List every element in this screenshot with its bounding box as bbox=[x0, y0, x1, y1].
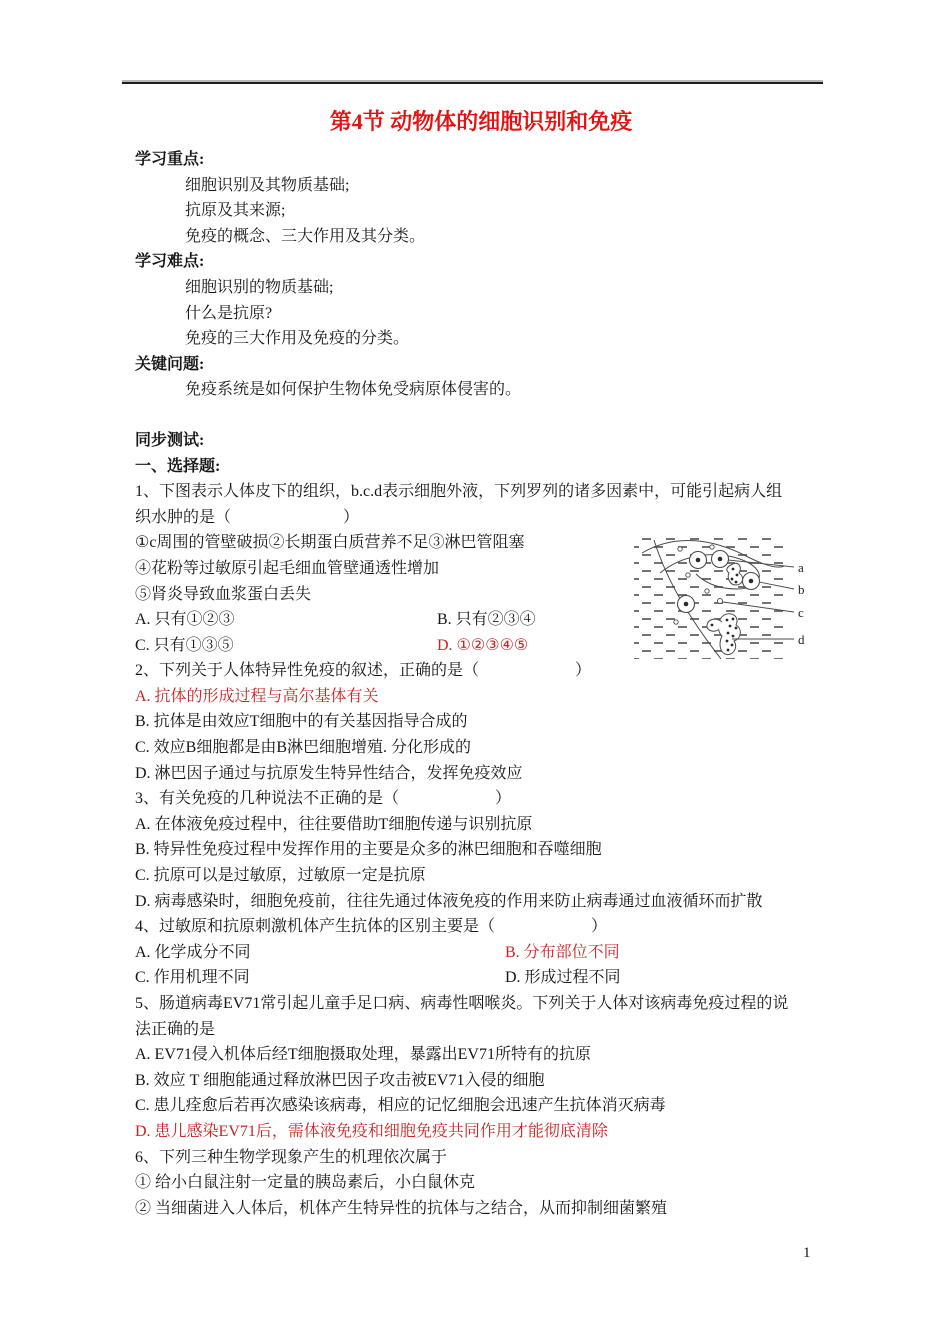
q1-factor: ⑤肾炎导致血浆蛋白丢失 bbox=[135, 585, 312, 603]
spacer bbox=[135, 403, 827, 428]
q3-option-b: B. 特异性免疫过程中发挥作用的主要是众多的淋巴细胞和吞噬细胞 bbox=[135, 841, 602, 859]
q1-option-c: C. 只有①③⑤ bbox=[135, 636, 234, 654]
focus-heading: 学习重点: bbox=[135, 151, 205, 168]
q1-option-b: B. 只有②③④ bbox=[437, 611, 536, 629]
tissue-diagram bbox=[628, 527, 833, 663]
document-body bbox=[135, 106, 827, 1221]
diagram-label-d: d bbox=[798, 632, 805, 647]
quiz-section-heading: 一、选择题: bbox=[135, 457, 221, 475]
q3-option-a: A. 在体液免疫过程中，往往要借助T细胞传递与识别抗原 bbox=[135, 815, 533, 833]
key-question-item: 免疫系统是如何保护生物体免受病原体侵害的。 bbox=[185, 381, 522, 399]
quiz-heading: 同步测试: bbox=[135, 431, 205, 449]
q2-option-d: D. 淋巴因子通过与抗原发生特异性结合，发挥免疫效应 bbox=[135, 764, 523, 782]
q5-stem-line1: 5、肠道病毒EV71常引起儿童手足口病、病毒性咽喉炎。下列关于人体对该病毒免疫过程的说 bbox=[135, 995, 789, 1012]
q2-stem: 2、下列关于人体特异性免疫的叙述，正确的是（ ） bbox=[135, 662, 592, 680]
q1-stem-line1: 1、下图表示人体皮下的组织，b.c.d表示细胞外液，下列罗列的诸多因素中，可能引起病人组 bbox=[135, 483, 783, 501]
diagram-labels bbox=[798, 560, 805, 647]
q6-item: ② 当细菌进入人体后，机体产生特异性的抗体与之结合，从而抑制细菌繁殖 bbox=[135, 1199, 668, 1217]
diagram-label-a: a bbox=[798, 560, 804, 575]
q3-stem: 3、有关免疫的几种说法不正确的是（ ） bbox=[135, 790, 512, 808]
difficulty-item: 细胞识别的物质基础; bbox=[185, 278, 334, 296]
q2-option-a-answer: A. 抗体的形成过程与高尔基体有关 bbox=[135, 687, 379, 705]
q1-option-a: A. 只有①②③ bbox=[135, 611, 235, 629]
difficulty-heading: 学习难点: bbox=[135, 253, 205, 271]
diagram-label-c: c bbox=[798, 605, 804, 620]
q5-option-a: A. EV71侵入机体后经T细胞摄取处理，暴露出EV71所特有的抗原 bbox=[135, 1046, 591, 1064]
q4-option-row bbox=[135, 940, 827, 966]
page-title: 第4节 动物体的细胞识别和免疫 bbox=[329, 109, 633, 134]
interstitial-dash-field bbox=[634, 537, 786, 659]
focus-item: 免疫的概念、三大作用及其分类。 bbox=[185, 227, 426, 245]
q4-option-c: C. 作用机理不同 bbox=[135, 969, 250, 987]
focus-item: 抗原及其来源; bbox=[185, 202, 286, 220]
difficulty-item: 免疫的三大作用及免疫的分类。 bbox=[185, 330, 410, 348]
q1-factor: ①c周围的管壁破损②长期蛋白质营养不足③淋巴管阻塞 bbox=[135, 534, 525, 552]
q4-option-row bbox=[135, 965, 827, 991]
q5-option-b: B. 效应 T 细胞能通过释放淋巴因子攻击被EV71入侵的细胞 bbox=[135, 1071, 545, 1089]
focus-item: 细胞识别及其物质基础; bbox=[185, 176, 350, 194]
q5-stem-line2: 法正确的是 bbox=[135, 1020, 216, 1038]
page-number: 1 bbox=[803, 1245, 811, 1261]
q6-item: ① 给小白鼠注射一定量的胰岛素后，小白鼠休克 bbox=[135, 1174, 476, 1192]
q5-option-d-answer: D. 患儿感染EV71后，需体液免疫和细胞免疫共同作用才能彻底清除 bbox=[135, 1122, 608, 1140]
q4-stem: 4、过敏原和抗原刺激机体产生抗体的区别主要是（ ） bbox=[135, 918, 608, 936]
q1-stem-line2: 织水肿的是（ ） bbox=[135, 508, 360, 526]
q6-stem: 6、下列三种生物学现象产生的机理依次属于 bbox=[135, 1148, 448, 1166]
q4-option-b-answer: B. 分布部位不同 bbox=[505, 943, 620, 961]
diagram-label-b: b bbox=[798, 582, 805, 597]
key-question-heading: 关键问题: bbox=[135, 355, 205, 373]
difficulty-item: 什么是抗原? bbox=[185, 304, 273, 322]
q5-option-c: C. 患儿痊愈后若再次感染该病毒，相应的记忆细胞会迅速产生抗体消灭病毒 bbox=[135, 1097, 666, 1115]
q4-option-a: A. 化学成分不同 bbox=[135, 943, 251, 961]
q3-option-c: C. 抗原可以是过敏原，过敏原一定是抗原 bbox=[135, 867, 426, 885]
q2-option-b: B. 抗体是由效应T细胞中的有关基因指导合成的 bbox=[135, 713, 468, 731]
q4-option-d: D. 形成过程不同 bbox=[505, 969, 621, 987]
q1-factor: ④花粉等过敏原引起毛细血管壁通透性增加 bbox=[135, 559, 440, 577]
header-rule bbox=[122, 82, 823, 84]
q2-option-c: C. 效应B细胞都是由B淋巴细胞增殖. 分化形成的 bbox=[135, 739, 472, 757]
q1-option-d-answer: D. ①②③④⑤ bbox=[437, 636, 529, 654]
q3-option-d: D. 病毒感染时，细胞免疫前，往往先通过体液免疫的作用来防止病毒通过血液循环而扩散 bbox=[135, 892, 763, 910]
